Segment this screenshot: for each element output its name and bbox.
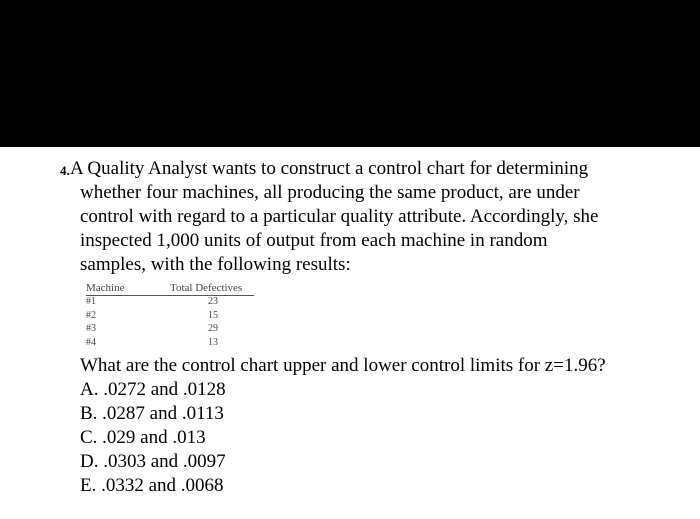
- defectives-cell: 13: [208, 336, 218, 348]
- table-header: [86, 282, 256, 296]
- table-row: [86, 296, 256, 310]
- question-line-4: inspected 1,000 units of output from each machine in random: [80, 230, 548, 251]
- header-total-defectives: Total Defectives: [170, 282, 243, 294]
- option-e: E. .0332 and .0068: [80, 475, 224, 496]
- option-b: B. .0287 and .0113: [80, 403, 224, 424]
- table-row: [86, 310, 256, 324]
- question-prompt: What are the control chart upper and lower control limits for z=1.96?: [80, 355, 606, 376]
- machine-cell: #4: [86, 336, 96, 348]
- defectives-cell: 29: [208, 323, 218, 334]
- option-d: D. .0303 and .0097: [80, 451, 226, 472]
- defectives-table: [86, 282, 256, 350]
- machine-cell: #2: [86, 309, 96, 321]
- question-line-2: whether four machines, all producing the same product, are under: [80, 182, 580, 203]
- question-line-1: A Quality Analyst wants to construct a control chart for determining: [70, 158, 589, 179]
- defectives-cell: 23: [208, 296, 218, 307]
- option-c: C. .029 and .013: [80, 427, 206, 448]
- header-machine: Machine: [86, 282, 125, 294]
- question-line-3: control with regard to a particular quality attribute. Accordingly, she: [80, 206, 599, 227]
- defectives-cell: 15: [208, 309, 218, 321]
- machine-cell: #1: [86, 296, 96, 307]
- question-number: 4.: [60, 163, 70, 178]
- option-a: A. .0272 and .0128: [80, 379, 226, 400]
- table-row: [86, 337, 256, 351]
- machine-cell: #3: [86, 323, 96, 334]
- question-line-5: samples, with the following results:: [80, 254, 351, 275]
- table-row: [86, 323, 256, 337]
- black-header-band: [0, 0, 700, 147]
- question-panel: [0, 147, 700, 519]
